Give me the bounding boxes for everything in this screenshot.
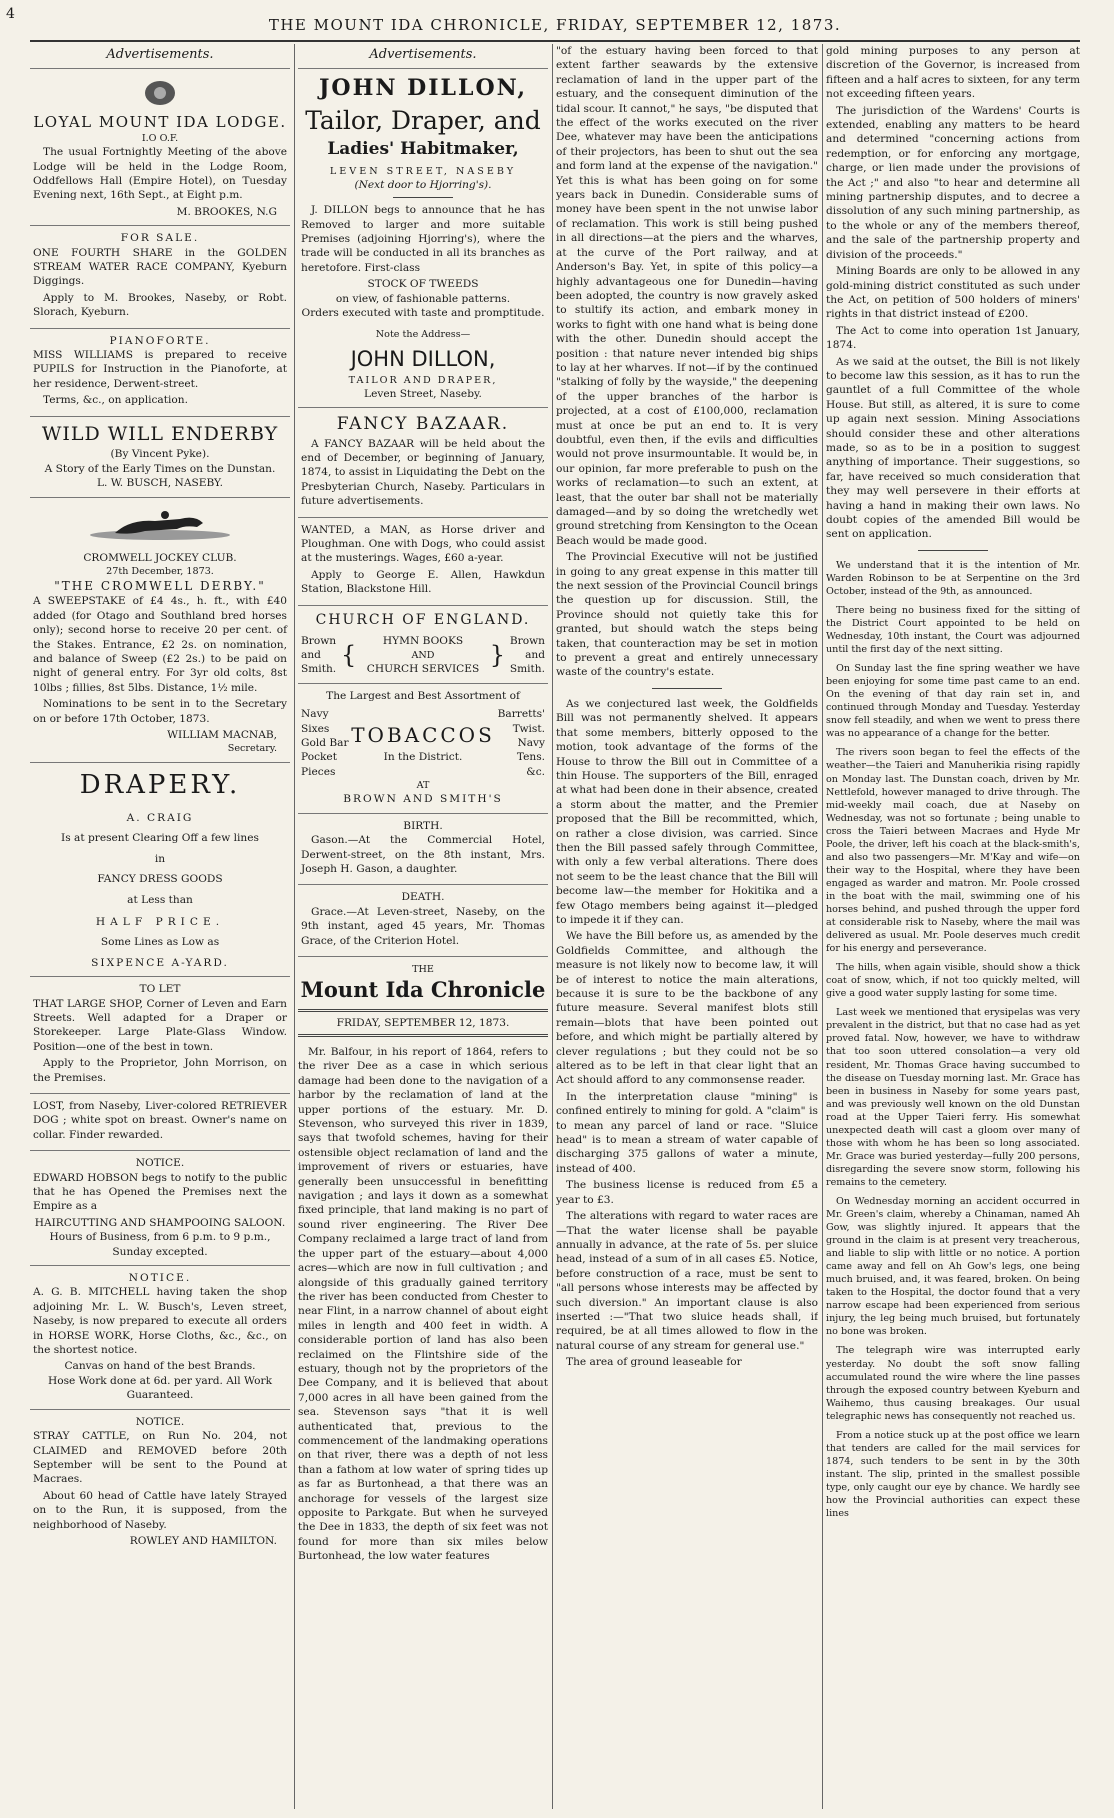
mitchell-notice-body: A. G. B. MITCHELL having taken the shop adjoining Mr. L. W. Busch's, Leven street, Naseby, is now prepared to execute all orders in HORSE WORK, Horse Cloths, &c., &c., on the shortest notice. — [33, 1286, 287, 1357]
dillon-body: J. DILLON begs to announce that he has Removed to larger and more suitable Premises (adjoining Hjorring's), where the trade will be conducted in all its branches as heretofore. First-class — [301, 204, 545, 274]
act-operation-paragraph: The Act to come into operation 1st January, 1874. — [826, 324, 1080, 352]
dillon-trade-3: TAILOR AND DRAPER, — [348, 374, 498, 386]
church-hymn-books: HYMN BOOKS — [382, 635, 464, 648]
dillon-trade: Tailor, Draper, and — [305, 105, 541, 135]
wild-will-story: A Story of the Early Times on the Dunstan. — [44, 462, 276, 475]
mitchell-canvas: Canvas on hand of the best Brands. — [64, 1360, 256, 1373]
page-number: 4 — [6, 6, 15, 22]
dillon-trade-2: Ladies' Habitmaker, — [327, 138, 519, 159]
to-let-ad — [30, 977, 290, 1094]
news-item-weather: On Sunday last the fine spring weather we have been enjoying for some time past came to an end. On the evening of that day rain set in, and continued through Monday and Tuesday. Yesterday snow fell steadily, and when we went to press there was no appearance of a change for the better. — [826, 663, 1080, 740]
stray-cattle-body: STRAY CATTLE, on Run No. 204, not CLAIMED and REMOVED before 20th September will be sent to the Pound at Macraes. — [33, 1430, 287, 1486]
left-brace-icon: { — [341, 641, 357, 670]
lost-dog-body: LOST, from Naseby, Liver-colored RETRIEVER DOG ; white spot on breast. Owner's name on collar. Finder rewarded. — [33, 1099, 287, 1141]
lodge-title: LOYAL MOUNT IDA LODGE. — [33, 112, 287, 131]
tobacco-word: TOBACCOS — [351, 723, 495, 748]
goldfields-paragraph-5: The alterations with regard to water races are—That the water license shall be payable annually in advance, at the rate of 5s. per sluice head, instead of a sum of in all cases £5. Notice, before construction of a race, must be sent to "all persons whose interests may be affected by such diversion." An important clause is also inserted :—"That two sluice heads shall, if required, be at all times allowed to flow in the natural course of any stream for general use." — [556, 1210, 818, 1352]
paper-name: Mount Ida Chronicle — [300, 977, 546, 1003]
church-services: CHURCH SERVICES — [366, 662, 480, 675]
jockey-club-date: 27th December, 1873. — [106, 566, 214, 578]
paper-the: THE — [412, 964, 434, 975]
death-title: DEATH. — [401, 891, 445, 904]
tobacco-district: In the District. — [383, 750, 463, 763]
goldfields-paragraph-1: As we conjectured last week, the Goldfields Bill was not permanently shelved. It appears that some members, bitterly opposed to the motion, took advantage of the forms of the House to throw the Bill out in Committee of a thin House. The supporters of the Bill, enraged at what had been done in their absence, created a storm about the matter, and the Premier proposed that the Bill be recommitted, which, on rather a close division, was carried. Since then the Bill passed safely through Committee, with only a few verbal alterations. There does not seem to be the least chance that the Bill will become law—the member for Hokitika and a few Otago members being against it—pledged to impede it if they can. — [556, 697, 818, 926]
jockey-club-ad — [30, 498, 290, 763]
church-of-england-ad — [298, 606, 548, 684]
news-item-mail-tenders: From a notice stuck up at the post office we learn that tenders are called for the mail services for 1874, such tenders to be sent in by the 30th instant. The slip, printed in the smallest possible type, only caught our eye by chance. We hardly see how the Provincial authorities can expect these lines — [826, 1429, 1080, 1520]
pianoforte-title: PIANOFORTE. — [109, 334, 211, 347]
goldfields-paragraph-3: In the interpretation clause "mining" is confined entirely to mining for gold. A "claim" is to mean any parcel of land or race. "Sluice head" is to mean a stream of water capable of discharging 375 gallons of water a minute, instead of 400. — [556, 1090, 818, 1175]
drapery-line-1: Is at present Clearing Off a few lines — [61, 832, 259, 845]
mining-boards-paragraph: Mining Boards are only to be allowed in any gold-mining district constituted as such under the Act, on petition of 500 holders of miners' rights in that district instead of £200. — [826, 265, 1080, 321]
birth-notice — [298, 814, 548, 886]
jockey-club-name: CROMWELL JOCKEY CLUB. — [83, 551, 237, 564]
divider — [298, 1009, 548, 1012]
stray-cattle-signature: ROWLEY AND HAMILTON. — [129, 1534, 277, 1547]
divider — [652, 688, 722, 689]
dillon-name-2: JOHN DILLON, — [350, 347, 496, 372]
racehorse-icon — [33, 503, 287, 551]
pianoforte-terms: Terms, &c., on application. — [43, 394, 188, 407]
goldfields-paragraph-4: The business license is reduced from £5 a year to £3. — [556, 1179, 818, 1206]
drapery-line-6: Some Lines as Low as — [100, 936, 220, 949]
news-item-warden: We understand that it is the intention of Mr. Warden Robinson to be at Serpentine on the 3rd October, instead of the 9th, as announced. — [826, 559, 1080, 597]
masthead: THE MOUNT IDA CHRONICLE, FRIDAY, SEPTEMBER 12, 1873. — [30, 10, 1080, 42]
wild-will-seller: L. W. BUSCH, NASEBY. — [96, 477, 224, 490]
tobacco-title: The Largest and Best Assortment of — [326, 689, 520, 702]
drapery-line-4: at Less than — [127, 893, 193, 906]
drapery-line-5: HALF PRICE. — [95, 915, 225, 928]
fancy-bazaar-ad — [298, 408, 548, 517]
wanted-ad — [298, 518, 548, 606]
column-2 — [298, 44, 548, 1809]
lodge-signature: M. BROOKES, N.G — [176, 205, 277, 218]
news-item-accident: On Wednesday morning an accident occurred in Mr. Green's claim, whereby a Chinaman, named Ah Gow, was slightly injured. It appears that the ground in the claim is at present very treacherous, and liable to slip with little or no notice. A portion came away and fell on Ah Gow's legs, one being much bruised, and, it was feared, broken. On being taken to the Hospital, the doctor found that a very narrow escape had been experienced from serious injury, the leg being much bruised, but fortunately no bone was broken. — [826, 1195, 1080, 1338]
wanted-apply: Apply to George E. Allen, Hawkdun Station, Blackstone Hill. — [301, 568, 545, 596]
hobson-notice-body: EDWARD HOBSON begs to notify to the public that he has Opened the Premises next the Empire as a — [33, 1171, 287, 1213]
mitchell-notice-title: NOTICE. — [128, 1272, 192, 1285]
jockey-club-signature: WILLIAM MACNAB, — [167, 729, 277, 742]
dillon-address: Leven Street, Naseby. — [364, 388, 482, 401]
to-let-apply: Apply to the Proprietor, John Morrison, on the Premises. — [33, 1057, 287, 1084]
news-item-rivers: The rivers soon began to feel the effects of the weather—the Taieri and Manuherikia rising rapidly on Monday last. The Dunstan coach, driven by Mr. Nettlefold, however managed to drive through. The mid-weekly mail coach, due at Naseby on Wednesday, was not so fortunate ; being unable to cross the Taieri between Macraes and Hyde Mr Poole, the driver, left his coach at the black-smith's, and also two passengers—Mr. M'Kay and wife—on their way to the Hospital, where they have been engaged as warder and matron. Mr. Poole crossed in the boat with the mail, swimming one of his horses behind, and pushed through the upper ford at considerable risk to Naseby, where the mail was delivered as usual. Mr. Poole deserves much credit for his energy and perseverance. — [826, 747, 1080, 955]
dillon-tweeds: STOCK OF TWEEDS — [367, 278, 479, 291]
for-sale-body: ONE FOURTH SHARE in the GOLDEN STREAM WATER RACE COMPANY, Kyeburn Diggings. — [33, 246, 287, 288]
mitchell-notice — [30, 1266, 290, 1410]
paper-date: FRIDAY, SEPTEMBER 12, 1873. — [336, 1016, 510, 1029]
wardens-courts-paragraph: The jurisdiction of the Wardens' Courts is extended, enabling any matters to be heard and determined "concerning actions from redemption, or for enforcing any mortgage, charge, or lien made under the provisions of the Act ;" and also "to hear and determine all mining partnership disputes, and to decree a dissolution of any such mining partnership, as to the whole or any of the members thereof, and the sale of the partnership property and division of the proceeds." — [826, 104, 1080, 261]
drapery-title: DRAPERY. — [79, 769, 241, 800]
news-item-hills: The hills, when again visible, should show a thick coat of snow, which, if not too quickly melted, will give a good water supply lasting for some time. — [826, 962, 1080, 1000]
tobacco-at: AT — [416, 780, 430, 792]
church-and: AND — [411, 649, 435, 661]
drapery-line-3: FANCY DRESS GOODS — [97, 873, 223, 886]
editorial-masthead — [298, 957, 548, 1045]
divider — [918, 550, 988, 551]
fancy-bazaar-body: A FANCY BAZAAR will be held about the end of December, or beginning of January, 1874, to assist in Liquidating the Debt on the Presbyterian Church, Naseby. Particulars in future advertisements. — [301, 437, 545, 508]
lodge-emblem-icon — [33, 74, 287, 112]
tobacco-ad — [298, 684, 548, 814]
birth-title: BIRTH. — [403, 819, 443, 832]
for-sale-apply: Apply to M. Brookes, Naseby, or Robt. Slorach, Kyeburn. — [33, 291, 287, 319]
divider — [298, 1034, 548, 1037]
editorial-text: Mr. Balfour, in his report of 1864, refers to the river Dee as a case in which serious damage had been done to the navigation of a harbor by the reclamation of land at the upper portions of the estuary. Mr. D. Stevenson, who surveyed this river in 1839, says that twofold schemes, having for their ostensible object reclamation of land and the improvement of rivers or estuaries, have generally been unsuccessful in benefitting navigation ; and lays it down as a somewhat fixed principle, that land making is no part of sound river engineering. The River Dee Company reclaimed a large tract of land from the upper part of the estuary—about 4,000 acres—which are now in full cultivation ; and alongside of this gradually gained territory the river has been conducted from Chester to near Flint, in a narrow channel of about eight miles in length and 400 feet in width. A considerable portion of land has also been reclaimed on the Flintshire side of the estuary, though not by the proprietors of the Dee Company, and it is believed that about 7,000 acres in all have been gained from the sea. Stevenson says "that it is well authenticated that, previous to the commencement of the landmaking operations on that river, there was a depth of not less than a fathom at low water of spring tides up as far as Burtonhead, a that there was an anchorage for vessels of the largest size opposite to Parkgate. But when he surveyed the Dee in 1833, the depth of six feet was not found for more than six miles below Burtonhead, the low water features — [298, 1046, 548, 1563]
death-body: Grace.—At Leven-street, Naseby, on the 9th instant, aged 45 years, Mr. Thomas Grace, of the Criterion Hotel. — [301, 905, 545, 947]
hobson-notice — [30, 1151, 290, 1266]
news-item-erysipelas: Last week we mentioned that erysipelas was very prevalent in the district, but that no case had as yet proved fatal. Now, however, we have to withdraw that too soon uttered consolation—a very old resident, Mr. Thomas Grace having succumbed to the disease on Tuesday morning last. Mr. Grace has been in business in Naseby for some years past, and was previously well known on the old Dunstan road at the Upper Taieri ferry. His somewhat unexpected death will cast a gloom over many of those with whom he has been so long associated. Mr. Grace was buried yesterday—fully 200 persons, disregarding the severe snow storm, following his remains to the cemetery. — [826, 1007, 1080, 1188]
sweepstake-body: A SWEEPSTAKE of £4 4s., h. ft., with £40 added (for Otago and Southland bred horses only); second horse to receive 20 per cent. of the Stakes. Entrance, £2 2s. on nomination, and balance of Sweep (£2 2s.) to be paid on night of general entry. For 3yr old colts, 8st 10lbs ; fillies, 8st 5lbs. Distance, 1½ mile. — [33, 595, 287, 694]
drapery-name: A. CRAIG — [126, 811, 194, 824]
hobson-saloon: HAIRCUTTING AND SHAMPOOING SALOON. — [34, 1216, 286, 1229]
tobacco-shop: BROWN AND SMITH'S — [343, 793, 503, 806]
church-left: Brown and Smith. — [301, 634, 337, 676]
wild-will-title: WILD WILL ENDERBY — [41, 422, 279, 445]
goldfields-continued: gold mining purposes to any person at discretion of the Governor, is increased from fifteen and a half acres to sixteen, for any term not exceeding fifteen years. — [826, 45, 1080, 101]
news-item-telegraph: The telegraph wire was interrupted early yesterday. No doubt the soft snow falling accumulated round the wire where the line passes through the exposed country between Kyeburn and Waihemo, thus causing breakages. Our usual telegraphic news has consequently not reached us. — [826, 1345, 1080, 1422]
bill-outlook-paragraph: As we said at the outset, the Bill is not likely to become law this session, as it has to run the gauntlet of a full Committee of the whole House. But still, as altered, it is sure to come up again next session. Mining Associations should consider these and other alterations made, so as to be in a position to suggest anything of importance. Their suggestions, so far, have received so much consideration that they may well persevere in their efforts at having a hand in making their own laws. No doubt copies of the amended Bill would be sent on application. — [826, 355, 1080, 541]
editorial-continued: "of the estuary having been forced to that extent farther seawards by the extensive reclamation of land in the upper part of the estuary, and the consequent diminution of the tidal scour. It cannot," he says, "be disputed that the effect of the works executed on the river Dee, whatever may have been the anticipations of their projectors, has been to shut out the sea and form land at the expense of the navigation." Yet this is what has been going on for some years back in Dunedin. Considerable sums of money have been spent in the not unwise labor of reclamation. This work is still being pushed in all directions—at the piers and the wharves, at the curve of the Port railway, and at Anderson's Bay. Yet, in spite of this policy—a highly advantageous one for Dunedin—having been adopted, the country is now gravely asked to stultify its action, and embark money in works to fight with one hand what is being done with the other. Dunedin should accept the position : that nature never intended big ships to lay at her wharves. If not—if by the continued "stalking of folly by the wayside," the deepening of the upper branches of the harbor is projected, at a cost of £100,000, reclamation must at once be put an end to. It is very doubtful, even then, if the evils and difficulties would not prove insurmountable. It would be, in our opinion, far more preferable to push on the works of reclamation—to such an extent, at least, that the outer bar shall not be materially damaged—and by so doing the wretchedly wet ground stretching from Kensington to the Ocean Beach would be made good. — [556, 45, 818, 547]
church-right: Brown and Smith. — [509, 634, 545, 676]
cromwell-derby-title: "THE CROMWELL DERBY." — [54, 579, 266, 594]
drapery-line-7: SIXPENCE A-YARD. — [91, 956, 229, 969]
drapery-line-2: in — [154, 852, 166, 865]
news-item-district-court: There being no business fixed for the sitting of the District Court appointed to be held on Wednesday, 10th instant, the Court was adjourned until the first day of the next sitting. — [826, 604, 1080, 656]
for-sale-ad — [30, 226, 290, 328]
fancy-bazaar-title: FANCY BAZAAR. — [336, 414, 510, 435]
dillon-note: Note the Address— — [375, 329, 471, 341]
tobacco-middle — [351, 722, 495, 764]
right-brace-icon: } — [489, 641, 505, 670]
goldfields-paragraph-6: The area of ground leaseable for — [566, 1356, 742, 1369]
dillon-orders: Orders executed with taste and promptitude. — [301, 306, 545, 319]
lodge-sub: I.O O.F. — [141, 133, 179, 145]
hobson-notice-title: NOTICE. — [135, 1157, 185, 1170]
dillon-street: LEVEN STREET, NASEBY — [329, 165, 517, 177]
stray-cattle-notice — [30, 1410, 290, 1555]
to-let-body: THAT LARGE SHOP, Corner of Leven and Earn Streets. Well adapted for a Draper or Storekeeper. Large Plate-Glass Window. Position—one of the best in town. — [33, 997, 287, 1053]
mitchell-hose: Hose Work done at 6d. per yard. All Work Guaranteed. — [47, 1374, 273, 1402]
hobson-hours: Hours of Business, from 6 p.m. to 9 p.m., Sunday excepted. — [49, 1231, 271, 1258]
column-4 — [826, 44, 1080, 1809]
pianoforte-body: MISS WILLIAMS is prepared to receive PUPILS for Instruction in the Pianoforte, at her residence, Derwent-street. — [33, 348, 287, 390]
column-3 — [556, 44, 818, 1809]
tobacco-right: Barretts' Twist. Navy Tens. &c. — [497, 708, 545, 778]
wild-will-author: (By Vincent Pyke). — [110, 448, 210, 461]
column-rule — [552, 44, 553, 1809]
goldfields-paragraph-2: We have the Bill before us, as amended by the Goldfields Committee, and although the measure is not likely now to become law, it will be of interest to notice the main alterations, because it is sure to be the backbone of any future measure. Several manifest blots still remain—blots that have been pointed out before, and which might be partially altered by clever regulations ; but they could not be so altered as to be left in that clear light that an Act should afford to any commonsense reader. — [556, 930, 818, 1087]
dillon-view: on view, of fashionable patterns. — [335, 292, 511, 305]
dillon-ad — [298, 69, 548, 409]
column-1 — [30, 44, 290, 1809]
church-title: CHURCH OF ENGLAND. — [315, 611, 531, 628]
for-sale-title: FOR SALE. — [120, 232, 200, 245]
tobacco-left: Navy Sixes Gold Bar Pocket Pieces — [301, 708, 349, 778]
church-middle — [356, 634, 489, 676]
editorial-paragraph-2: The Provincial Executive will not be justified in going to any great expense in this matter till the next session of the Provincial Council brings the question up for discussion. Still, the Province should not quietly take this for granted, but should watch the steps being taken, that counteraction may be set in motion to prevent a great and entirely unnecessary waste of the country's estate. — [556, 551, 818, 679]
lodge-body: The usual Fortnightly Meeting of the above Lodge will be held in the Lodge Room, Oddfellows Hall (Empire Hotel), on Tuesday Evening next, 16th Sept., at Eight p.m. — [33, 146, 287, 202]
advertisements-header-2: Advertisements. — [298, 44, 548, 69]
stray-cattle-body-2: About 60 head of Cattle have lately Strayed on to the Run, it is supposed, from the neighborhood of Naseby. — [33, 1489, 287, 1531]
jockey-club-signature-title: Secretary. — [227, 743, 277, 755]
to-let-title: TO LET — [139, 983, 181, 996]
stray-cattle-title: NOTICE. — [135, 1415, 185, 1428]
nominations-text: Nominations to be sent in to the Secretary on or before 17th October, 1873. — [33, 698, 287, 725]
drapery-ad — [30, 763, 290, 978]
pianoforte-ad — [30, 329, 290, 417]
death-notice — [298, 885, 548, 957]
lodge-ad — [30, 69, 290, 226]
birth-body: Gason.—At the Commercial Hotel, Derwent-street, on the 8th instant, Mrs. Joseph H. Gason, a daughter. — [301, 834, 545, 875]
advertisements-header: Advertisements. — [30, 44, 290, 69]
dillon-next-door: (Next door to Hjorring's). — [354, 178, 492, 191]
divider — [393, 197, 453, 198]
wild-will-ad — [30, 417, 290, 498]
dillon-name: JOHN DILLON, — [319, 74, 527, 101]
column-rule — [294, 44, 295, 1809]
wanted-body: WANTED, a MAN, as Horse driver and Ploughman. One with Dogs, who could assist at the musterings. Wages, £60 a-year. — [301, 523, 545, 565]
column-rule — [822, 44, 823, 1809]
lost-dog-ad — [30, 1094, 290, 1151]
